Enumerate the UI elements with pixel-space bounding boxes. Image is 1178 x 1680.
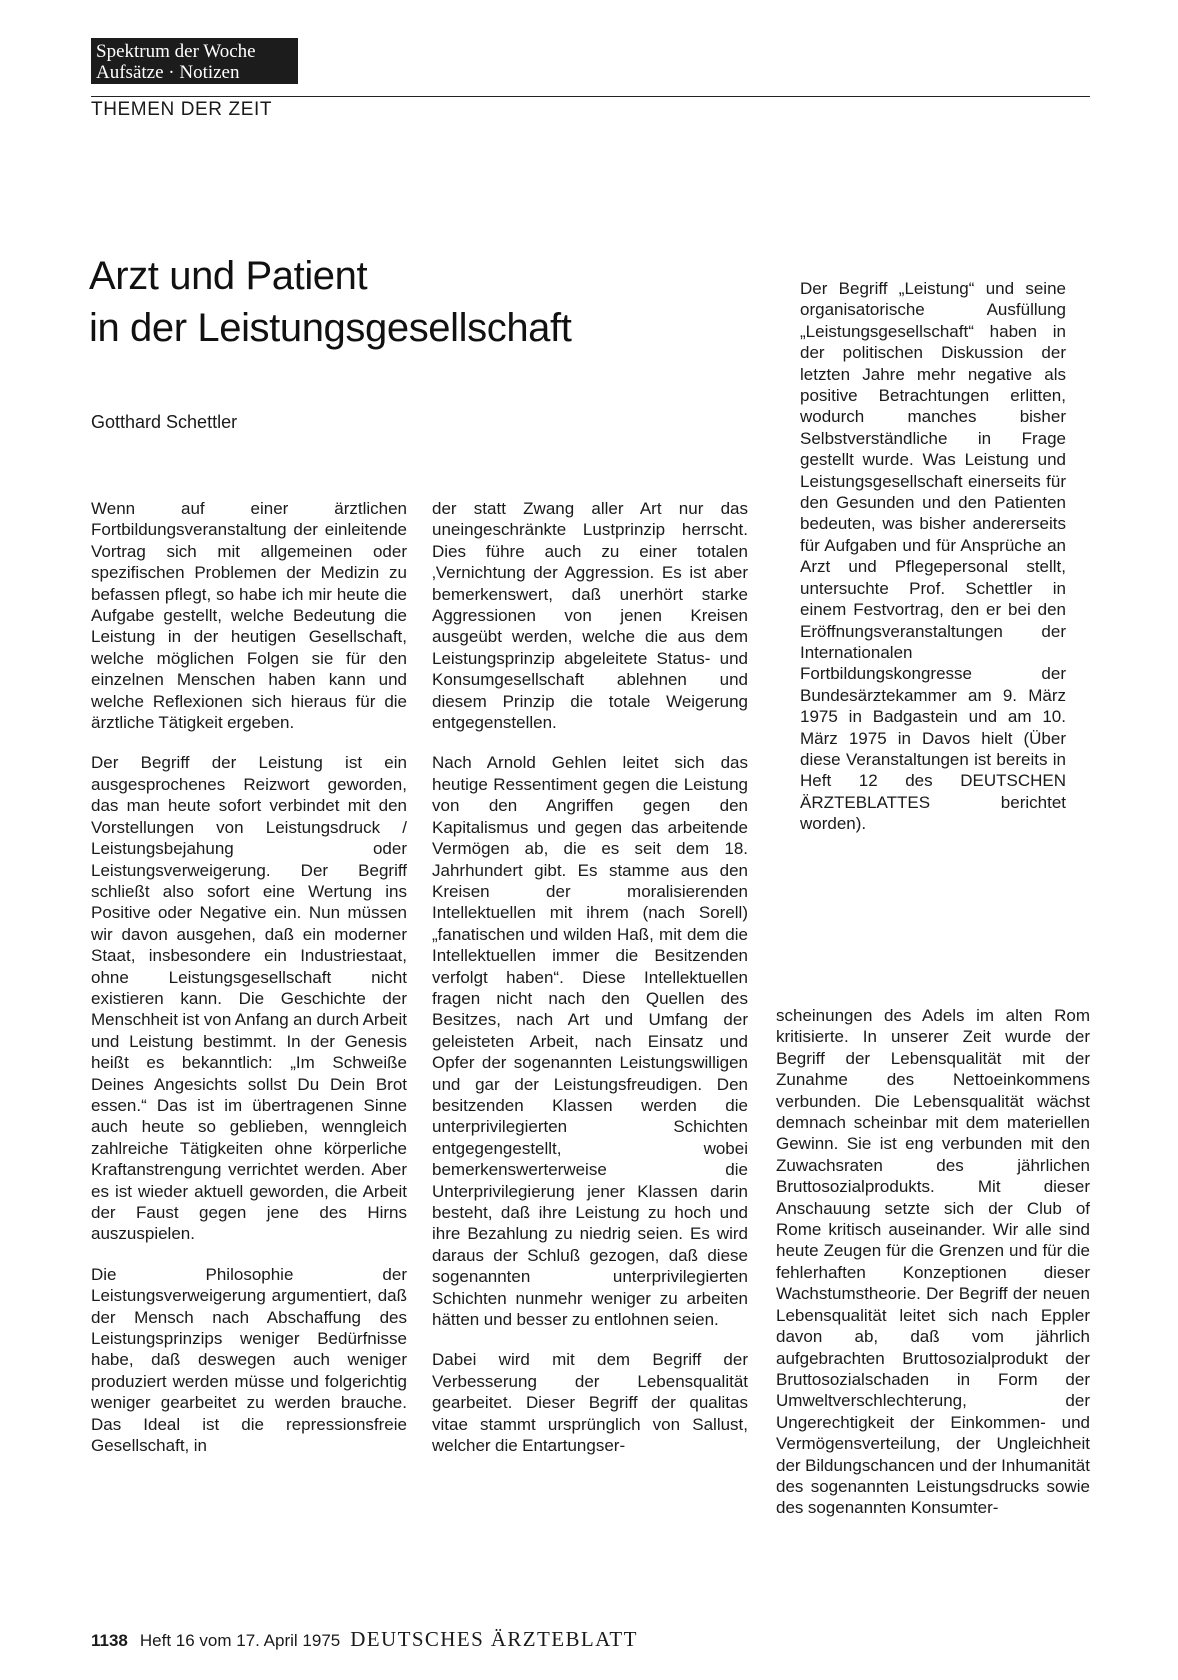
article-title (89, 250, 709, 354)
body-column-1 (91, 498, 407, 1456)
section-label-box (91, 38, 298, 84)
header-rule (91, 96, 1090, 97)
section-label-line1: Spektrum der Woche (96, 41, 256, 62)
paragraph: Dabei wird mit dem Begriff der Verbesserung der Lebensqualität gearbeitet. Dieser Begriff der qualitas vitae stammt ursprünglich von Sallust, welcher die Entartungser- (432, 1350, 748, 1456)
paragraph: scheinungen des Adels im alten Rom kritisierte. In unserer Zeit wurde der Begriff der Lebensqualität mit der Zunahme des Nettoeinkommens verbunden. Die Lebensqualität wächst demnach scheinbar mit dem materiellen Gewinn. Sie ist eng verbunden mit den Zuwachsraten des jährlichen Bruttosozialprodukts. Mit dieser Anschauung setzte sich der Club of Rome kritisch auseinander. Wir alle sind heute Zeugen für die Grenzen und für die fehlerhaften Konzeptionen dieser Wachstumstheorie. Der Begriff der neuen Lebensqualität leitet sich nach Eppler davon ab, daß vom jährlich aufgebrachten Bruttosozialprodukt der Bruttosozialschaden in Form der Umweltverschlechterung, der Ungerechtigkeit der Einkommen- und Vermögensverteilung, der Ungleichheit der Bildungschancen und der Inhumanität des sogenannten Leistungsdrucks sowie des sogenannten Konsumter- (776, 1006, 1090, 1518)
intro-summary (800, 278, 1066, 835)
issue-info: Heft 16 vom 17. April 1975 (139, 1631, 341, 1650)
page-footer (91, 1627, 638, 1652)
kicker: THEMEN DER ZEIT (91, 99, 273, 120)
paragraph: Der Begriff der Leistung ist ein ausgesprochenes Reizwort geworden, das man heute sofort verbindet mit den Vorstellungen von Leistungsdruck / Leistungsbejahung oder Leistungsverweigerung. Der Begriff schließt also sofort eine Wertung ins Positive oder Negative ein. Nun müssen wir davon ausgehen, daß ein moderner Staat, insbesondere ein Industriestaat, ohne Leistungsgesellschaft nicht existieren kann. Die Geschichte der Menschheit ist von Anfang an durch Arbeit und Leistung bestimmt. In der Genesis heißt es bekanntlich: „Im Schweiße Deines Angesichts sollst Du Dein Brot essen.“ Das ist im übertragenen Sinne auch heute so geblieben, wenngleich zahlreiche Tätigkeiten ohne körperliche Kraftanstrengung verrichtet werden. Aber es ist wieder aktuell geworden, die Arbeit der Faust gegen jene des Hirns auszuspielen. (91, 753, 407, 1244)
paragraph: der statt Zwang aller Art nur das uneingeschränkte Lustprinzip herrscht. Dies führe auch zu einer totalen ‚Vernichtung der Aggression. Es ist aber bemerkenswert, daß unerhört starke Aggressionen von jenen Kreisen ausgeübt werden, welche die aus dem Leistungsprinzip abgeleitete Status- und Konsumgesellschaft ablehnen und diesem Prinzip die totale Weigerung entgegenstellen. (432, 499, 748, 733)
article-title-line1: Arzt und Patient (89, 254, 368, 298)
journal-name: DEUTSCHES ÄRZTEBLATT (350, 1627, 638, 1651)
article-title-line2: in der Leistungsgesellschaft (89, 306, 572, 350)
paragraph: Wenn auf einer ärztlichen Fortbildungsveranstaltung der einleitende Vortrag sich mit allgemeinen oder spezifischen Problemen der Medizin zu befassen pflegt, so habe ich mir heute die Aufgabe gestellt, welche Bedeutung die Leistung in der heutigen Gesellschaft, welche möglichen Folgen sie für den einzelnen Menschen haben kann und welche Reflexionen sich hieraus für die ärztliche Tätigkeit ergeben. (91, 499, 407, 733)
paragraph: Die Philosophie der Leistungsverweigerung argumentiert, daß der Mensch nach Abschaffung des Leistungsprinzips weniger Bedürfnisse habe, daß deswegen auch weniger produziert werden müsse und folgerichtig weniger gearbeitet zu werden brauche. Das Ideal ist die repressionsfreie Gesellschaft, in (91, 1264, 407, 1456)
section-label-line2: Aufsätze · Notizen (96, 62, 240, 83)
body-column-3 (776, 1005, 1090, 1519)
page-number: 1138 (91, 1631, 128, 1650)
author-name: Gotthard Schettler (91, 412, 238, 432)
body-column-2 (432, 498, 748, 1456)
paragraph: Nach Arnold Gehlen leitet sich das heutige Ressentiment gegen die Leistung von den Angriffen gegen den Kapitalismus und gegen das arbeitende Vermögen ab, die es seit dem 18. Jahrhundert gibt. Es stamme aus den Kreisen der moralisierenden Intellektuellen mit ihrem (nach Sorell) „fanatischen und wilden Haß, mit dem die Intellektuellen immer die Besitzenden verfolgt haben“. Diese Intellektuellen fragen nicht nach den Quellen des Besitzes, nach Art und Umfang der geleisteten Arbeit, nach Einsatz und Opfer der sogenannten Leistungswilligen und gar der Leistungsfreudigen. Den besitzenden Klassen werden die unterprivilegierten Schichten entgegengestellt, wobei bemerkenswerterweise die Unterprivilegierung jener Klassen darin besteht, daß ihre Leistung zu hoch und ihre Bezahlung zu niedrig seien. Es wird daraus der Schluß gezogen, daß diese sogenannten unterprivilegierten Schichten nunmehr weniger zu arbeiten hätten und besser zu entlohnen seien. (432, 753, 748, 1330)
intro-paragraph: Der Begriff „Leistung“ und seine organisatorische Ausfüllung „Leistungsgesellschaft“ haben in der politischen Diskussion der letzten Jahre mehr negative als positive Betrachtungen erlitten, wodurch manches bisher Selbstverständliche in Frage gestellt wurde. Was Leistung und Leistungsgesellschaft einerseits für den Gesunden und den Patienten bedeuten, was bisher andererseits für Aufgaben und für Ansprüche an Arzt und Pflegepersonal stellt, untersuchte Prof. Schettler in einem Festvortrag, den er bei den Eröffnungsveranstaltungen der Internationalen Fortbildungskongresse der Bundesärztekammer am 9. März 1975 in Badgastein und am 10. März 1975 in Davos hielt (Über diese Veranstaltungen ist bereits in Heft 12 des DEUTSCHEN ÄRZTEBLATTES berichtet worden). (800, 279, 1066, 834)
